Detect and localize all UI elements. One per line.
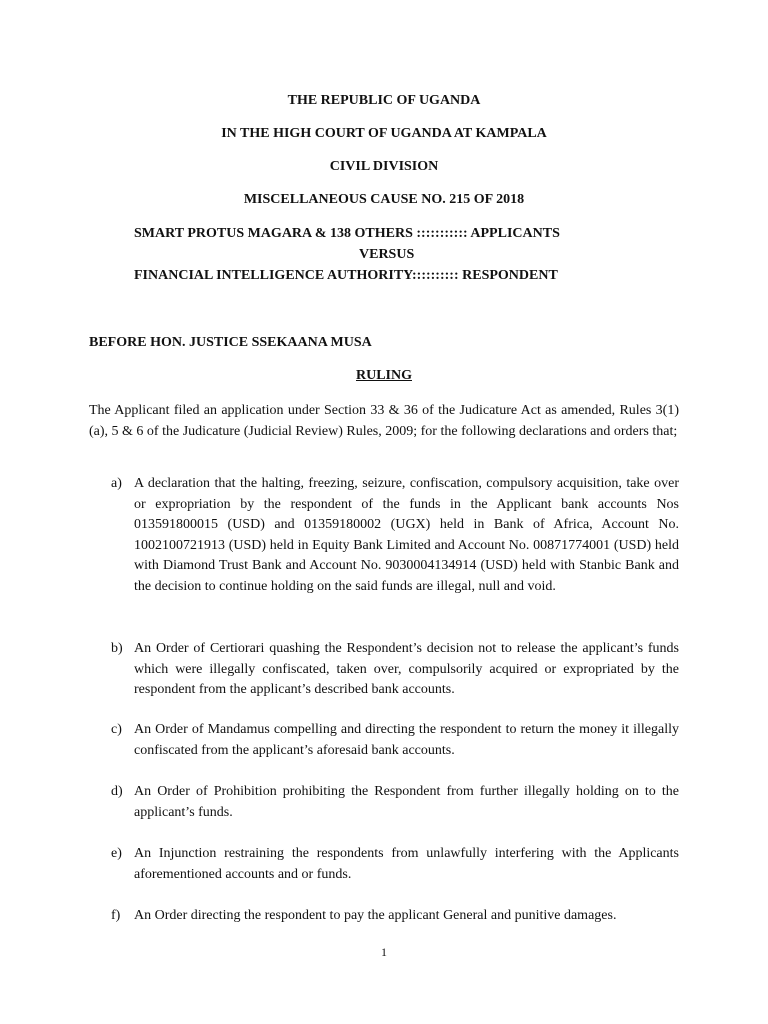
intro-paragraph: The Applicant filed an application under Section 33 & 36 of the Judicature Act as amended, Rules 3(1)(a), 5 & 6 of the Judicature (Judicial Review) Rules, 2009; for the following declarations and orders that;: [89, 403, 679, 439]
order-marker: a): [111, 476, 122, 491]
order-marker: e): [111, 846, 122, 861]
respondent-line: FINANCIAL INTELLIGENCE AUTHORITY:::::::::: RESPONDENT: [134, 268, 558, 283]
applicants-line: SMART PROTUS MAGARA & 138 OTHERS ::::::::::: APPLICANTS: [134, 226, 560, 241]
order-text: An Order of Certiorari quashing the Respondent’s decision not to release the applicant’s funds which were illegally confiscated, taken over, compulsorily acquired or expropriated by the respondent from the applicant’s described bank accounts.: [134, 641, 679, 697]
order-text: An Order of Mandamus compelling and directing the respondent to return the money it illegally confiscated from the applicant’s aforesaid bank accounts.: [134, 722, 679, 758]
order-text: An Injunction restraining the respondents from unlawfully interfering with the Applicants aforementioned accounts and or funds.: [134, 846, 679, 882]
order-marker: c): [111, 722, 122, 737]
order-text: An Order of Prohibition prohibiting the Respondent from further illegally holding on to the applicant’s funds.: [134, 784, 679, 820]
order-marker: b): [111, 641, 123, 656]
court-heading: IN THE HIGH COURT OF UGANDA AT KAMPALA: [221, 126, 547, 141]
order-marker: f): [111, 908, 121, 923]
versus-line: VERSUS: [359, 247, 415, 262]
country-heading: THE REPUBLIC OF UGANDA: [287, 93, 481, 108]
order-item-c: [111, 720, 679, 761]
page-number: 1: [381, 945, 387, 959]
order-item-a: [111, 474, 679, 597]
order-item-e: [111, 844, 679, 885]
order-text: A declaration that the halting, freezing, seizure, confiscation, compulsory acquisition, take over or expropriation by the respondent of the funds in the Applicant bank accounts Nos 013591800015 (USD) and 01359180002 (UGX) held in Bank of Africa, Account No. 1002100721913 (USD) held in Equity Bank Limited and Account No. 00871774001 (USD) held with Diamond Trust Bank and Account No. 9030004134914 (USD) held with Stanbic Bank and the decision to continue holding on the said funds are illegal, null and void.: [134, 476, 679, 594]
order-item-b: [111, 639, 679, 701]
order-item-d: [111, 782, 679, 823]
coram-line: BEFORE HON. JUSTICE SSEKAANA MUSA: [89, 335, 372, 350]
order-text: An Order directing the respondent to pay the applicant General and punitive damages.: [134, 908, 617, 923]
division-heading: CIVIL DIVISION: [329, 159, 439, 174]
ruling-title: RULING: [355, 368, 412, 383]
order-marker: d): [111, 784, 123, 799]
case-number-heading: MISCELLANEOUS CAUSE NO. 215 OF 2018: [243, 192, 525, 207]
order-item-f: [111, 906, 679, 927]
